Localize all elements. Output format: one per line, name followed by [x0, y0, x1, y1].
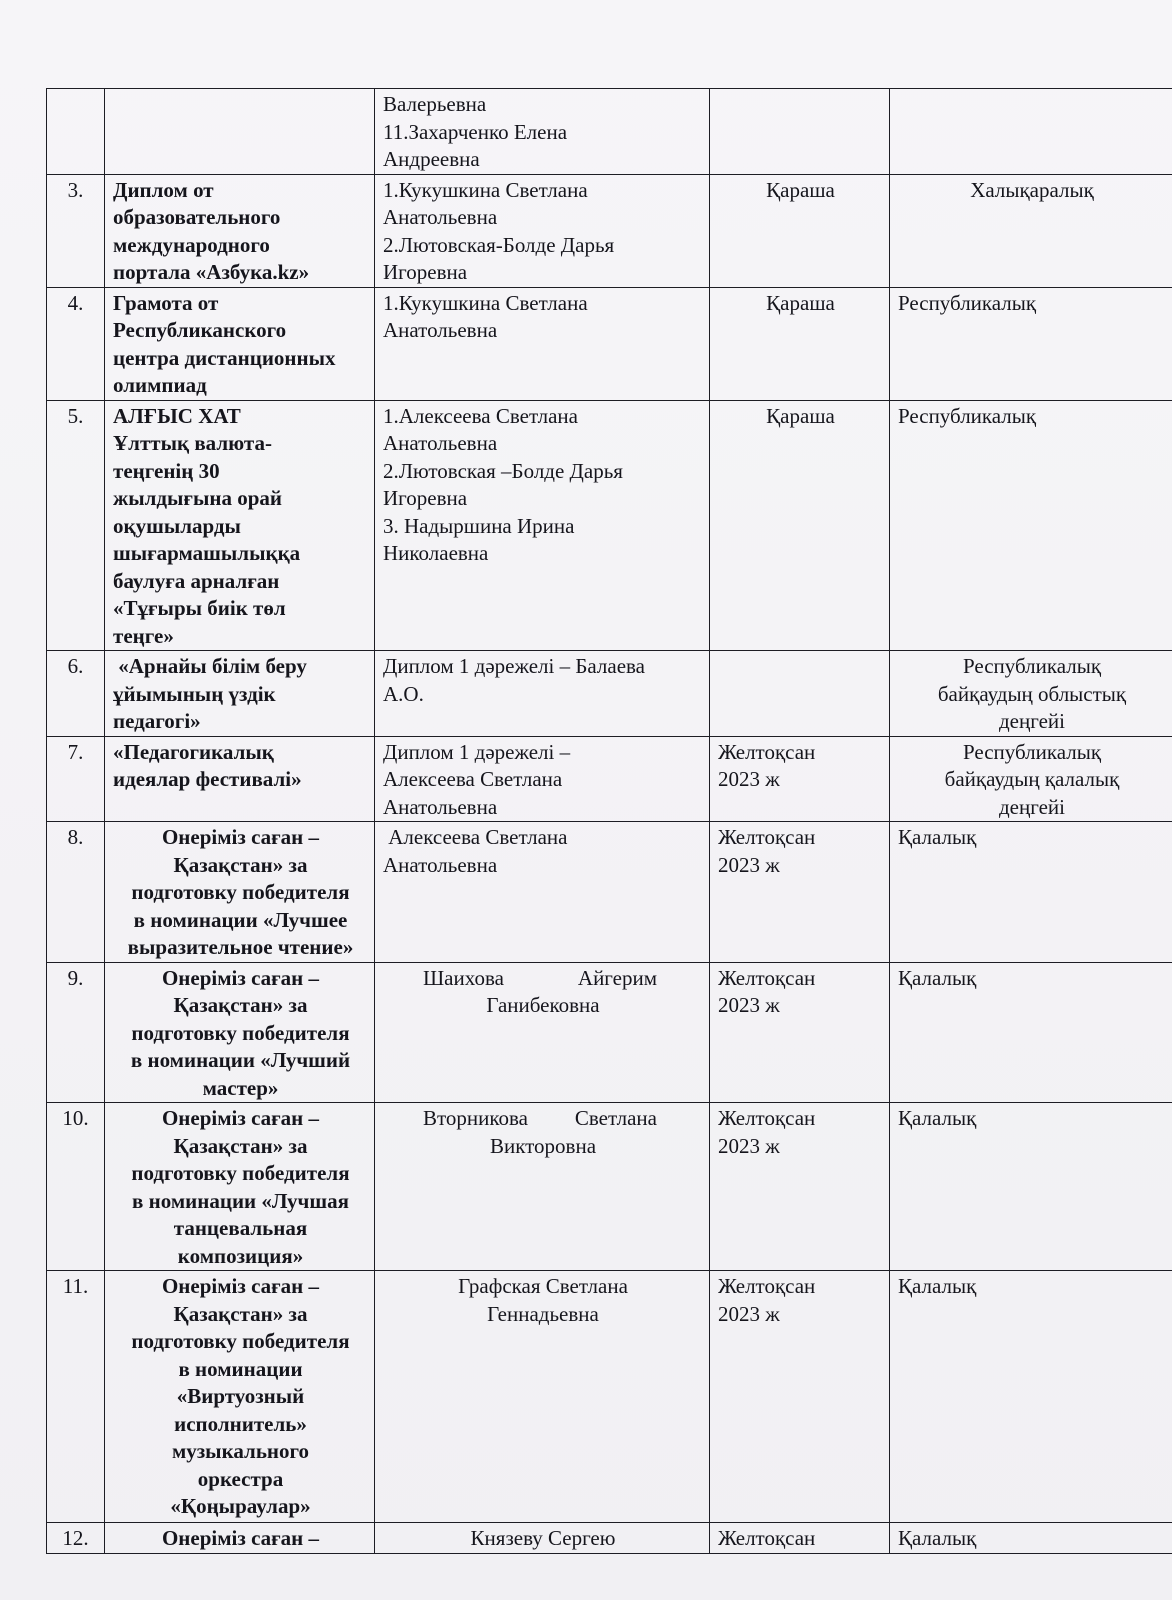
recipient-word: Айгерим	[577, 965, 657, 990]
level-line: байқаудың облыстық	[937, 681, 1127, 706]
award-name-line: образовательного	[113, 205, 281, 229]
award-name-cell	[105, 174, 375, 287]
table-row	[47, 400, 1172, 651]
recipient-line: 2.Лютовская-Болде Дарья	[383, 232, 615, 257]
award-name-line: «Педагогикалық	[113, 739, 274, 764]
award-name-cell	[105, 736, 375, 822]
award-name-line: идеялар фестивалі»	[113, 767, 302, 791]
table-row	[47, 89, 1172, 175]
level-line: Қалалық	[898, 1526, 977, 1550]
recipient-line: 11.Захарченко Елена	[383, 119, 568, 144]
award-name-line: оқушыларды	[113, 513, 241, 538]
recipient-line: Викторовна	[489, 1133, 597, 1158]
row-number	[47, 89, 105, 175]
date-cell	[710, 287, 890, 400]
level-line: Республикалық	[962, 739, 1102, 764]
level-cell	[890, 1523, 1172, 1554]
table-row	[47, 174, 1172, 287]
recipient-line: Алексеева Светлана	[383, 825, 568, 849]
award-name-line: жылдығына орай	[113, 486, 282, 510]
recipients-cell	[375, 89, 710, 175]
award-name-line: мастер»	[202, 1075, 279, 1100]
recipient-line: Игоревна	[383, 486, 468, 510]
award-name-line: баулуға арналған	[113, 568, 280, 593]
award-name-line: подготовку победителя	[131, 1020, 350, 1045]
award-name-cell	[105, 962, 375, 1103]
award-name-line: «Виртуозный	[176, 1384, 305, 1408]
award-name-line: Онеріміз саған –	[161, 1526, 320, 1550]
recipient-line: 1.Кукушкина Светлана	[383, 177, 588, 202]
date-cell	[710, 400, 890, 651]
award-name-line: в номинации «Лучший	[130, 1048, 351, 1072]
recipients-cell	[375, 736, 710, 822]
date-cell	[710, 962, 890, 1103]
award-name-line: выразительное чтение»	[127, 935, 354, 959]
date-line: Желтоқсан	[718, 965, 816, 990]
recipient-line: Анатольевна	[383, 794, 498, 819]
level-cell	[890, 736, 1172, 822]
award-name-line: оркестра	[197, 1466, 284, 1491]
award-name-cell	[105, 287, 375, 400]
date-line: Қараша	[766, 290, 835, 315]
level-line: Республикалық	[898, 290, 1037, 315]
date-cell	[710, 89, 890, 175]
level-cell	[890, 962, 1172, 1103]
level-cell	[890, 400, 1172, 651]
recipient-line: Диплом 1 дәрежелі – Балаева	[383, 654, 646, 678]
recipients-cell	[375, 1271, 710, 1523]
table-row	[47, 1271, 1172, 1523]
date-line: Желтоқсан	[718, 1106, 816, 1130]
level-line: Қалалық	[898, 965, 977, 990]
recipient-line: 3. Надыршина Ирина	[383, 513, 575, 538]
recipient-line: Графская Светлана	[458, 1274, 628, 1298]
recipients-cell	[375, 1103, 710, 1271]
awards-table-body	[47, 89, 1172, 1554]
recipient-line: Диплом 1 дәрежелі –	[383, 739, 571, 764]
row-number: 5.	[47, 400, 105, 651]
row-number: 4.	[47, 287, 105, 400]
date-cell	[710, 736, 890, 822]
award-name-line: подготовку победителя	[131, 1329, 350, 1353]
award-name-line: танцевальная	[173, 1216, 308, 1240]
award-name-line: Диплом от	[113, 177, 214, 202]
award-name-line: Республиканского	[113, 318, 287, 342]
award-name-line: АЛҒЫС ХАТ	[113, 403, 241, 428]
award-name-line: в номинации «Лучшая	[132, 1188, 349, 1213]
award-name-line: «Арнайы білім беру	[113, 654, 307, 678]
award-name-cell	[105, 822, 375, 963]
award-name-line: портала «Азбука.kz»	[113, 260, 310, 284]
row-number: 10.	[47, 1103, 105, 1271]
table-row	[47, 736, 1172, 822]
award-name-line: композиция»	[177, 1243, 304, 1268]
award-name-cell	[105, 1271, 375, 1523]
row-number: 8.	[47, 822, 105, 963]
date-line: Желтоқсан	[718, 1526, 816, 1550]
award-name-line: в номинации «Лучшее	[133, 907, 348, 932]
date-line: Желтоқсан	[718, 825, 816, 849]
level-line: Халықаралық	[970, 177, 1094, 202]
row-number: 9.	[47, 962, 105, 1103]
table-row	[47, 651, 1172, 737]
level-line: Қалалық	[898, 1106, 977, 1130]
level-line: Республикалық	[962, 654, 1102, 678]
recipient-line	[383, 1105, 703, 1133]
date-cell	[710, 822, 890, 963]
recipient-line: Князеву Сергею	[470, 1526, 616, 1550]
award-name-line: Қазақстан» за	[173, 1133, 308, 1158]
recipient-line: Геннадьевна	[487, 1301, 599, 1326]
award-name-line: Қазақстан» за	[173, 993, 308, 1017]
row-number: 7.	[47, 736, 105, 822]
date-line: 2023 ж	[718, 852, 780, 877]
recipient-line: Анатольевна	[383, 205, 498, 229]
table-row	[47, 1103, 1172, 1271]
award-name-line: Онеріміз саған –	[161, 1274, 320, 1298]
level-cell	[890, 1271, 1172, 1523]
table-row	[47, 1523, 1172, 1554]
recipient-line	[383, 965, 703, 993]
level-line: деңгейі	[999, 794, 1065, 819]
recipients-cell	[375, 822, 710, 963]
recipient-line: Анатольевна	[383, 852, 498, 877]
date-line: 2023 ж	[718, 1133, 780, 1158]
award-name-line: подготовку победителя	[131, 1161, 350, 1185]
awards-table	[46, 88, 1172, 1554]
recipient-line: Анатольевна	[383, 318, 498, 342]
recipient-line: 2.Лютовская –Болде Дарья	[383, 458, 623, 483]
award-name-line: Грамота от	[113, 290, 219, 315]
level-line: деңгейі	[999, 709, 1065, 733]
recipient-line: Николаевна	[383, 541, 489, 565]
table-row	[47, 822, 1172, 963]
recipient-line: Игоревна	[383, 260, 468, 284]
date-cell	[710, 1523, 890, 1554]
date-line: Желтоқсан	[718, 739, 816, 764]
date-cell	[710, 174, 890, 287]
award-name-line: шығармашылыққа	[113, 541, 301, 565]
date-line: Қараша	[766, 403, 835, 428]
level-cell	[890, 1103, 1172, 1271]
award-name-line: в номинации	[178, 1356, 303, 1381]
date-line: Желтоқсан	[718, 1274, 816, 1298]
level-cell	[890, 174, 1172, 287]
table-row	[47, 287, 1172, 400]
recipient-word: Вторникова	[423, 1106, 528, 1130]
date-cell	[710, 651, 890, 737]
level-line: Қалалық	[898, 825, 977, 849]
award-name-cell	[105, 400, 375, 651]
recipient-line: Анатольевна	[383, 431, 498, 455]
date-line: 2023 ж	[718, 993, 780, 1017]
level-cell	[890, 651, 1172, 737]
recipients-cell	[375, 400, 710, 651]
row-number: 12.	[47, 1523, 105, 1554]
award-name-line: ұйымының үздік	[113, 681, 276, 706]
award-name-line: олимпиад	[113, 373, 207, 397]
date-cell	[710, 1271, 890, 1523]
award-name-line: теңгенің 30	[113, 458, 220, 483]
recipients-cell	[375, 174, 710, 287]
award-name-line: «Қоңыраулар»	[170, 1494, 311, 1518]
recipients-cell	[375, 962, 710, 1103]
award-name-cell	[105, 89, 375, 175]
row-number: 11.	[47, 1271, 105, 1523]
level-line: Республикалық	[898, 403, 1037, 428]
date-line: 2023 ж	[718, 1301, 780, 1326]
award-name-line: исполнитель»	[174, 1411, 307, 1436]
date-line: Қараша	[766, 177, 835, 202]
award-name-cell	[105, 1103, 375, 1271]
row-number: 6.	[47, 651, 105, 737]
table-row	[47, 962, 1172, 1103]
recipient-line: Андреевна	[383, 147, 480, 171]
award-name-line: педагогі»	[113, 709, 201, 733]
date-line: 2023 ж	[718, 767, 780, 791]
award-name-line: Ұлттық валюта-	[113, 431, 272, 455]
recipient-line: 1.Алексеева Светлана	[383, 403, 578, 428]
recipients-cell	[375, 287, 710, 400]
row-number: 3.	[47, 174, 105, 287]
recipients-cell	[375, 651, 710, 737]
award-name-line: центра дистанционных	[113, 345, 336, 370]
recipients-cell	[375, 1523, 710, 1554]
award-name-line: Онеріміз саған –	[161, 1106, 320, 1130]
award-name-line: Қазақстан» за	[173, 852, 308, 877]
award-name-line: Онеріміз саған –	[161, 825, 320, 849]
recipient-line: Валерьевна	[383, 92, 487, 116]
award-name-cell	[105, 651, 375, 737]
award-name-cell	[105, 1523, 375, 1554]
award-name-line: музыкального	[171, 1439, 310, 1463]
recipient-line: А.О.	[383, 681, 424, 706]
recipient-line: Алексеева Светлана	[383, 767, 563, 791]
award-name-line: международного	[113, 232, 270, 257]
award-name-line: теңге»	[113, 623, 174, 648]
date-cell	[710, 1103, 890, 1271]
recipient-word: Шаихова	[423, 965, 504, 990]
award-name-line: «Тұғыры биік төл	[113, 596, 286, 620]
recipient-line: 1.Кукушкина Светлана	[383, 290, 588, 315]
level-line: Қалалық	[898, 1274, 977, 1298]
award-name-line: подготовку победителя	[131, 880, 350, 904]
level-cell	[890, 822, 1172, 963]
award-name-line: Қазақстан» за	[173, 1301, 308, 1326]
level-cell	[890, 287, 1172, 400]
level-line: байқаудың қалалық	[944, 767, 1120, 791]
recipient-line: Ганибековна	[486, 993, 600, 1017]
recipient-word: Светлана	[574, 1106, 657, 1130]
award-name-line: Онеріміз саған –	[161, 965, 320, 990]
level-cell	[890, 89, 1172, 175]
